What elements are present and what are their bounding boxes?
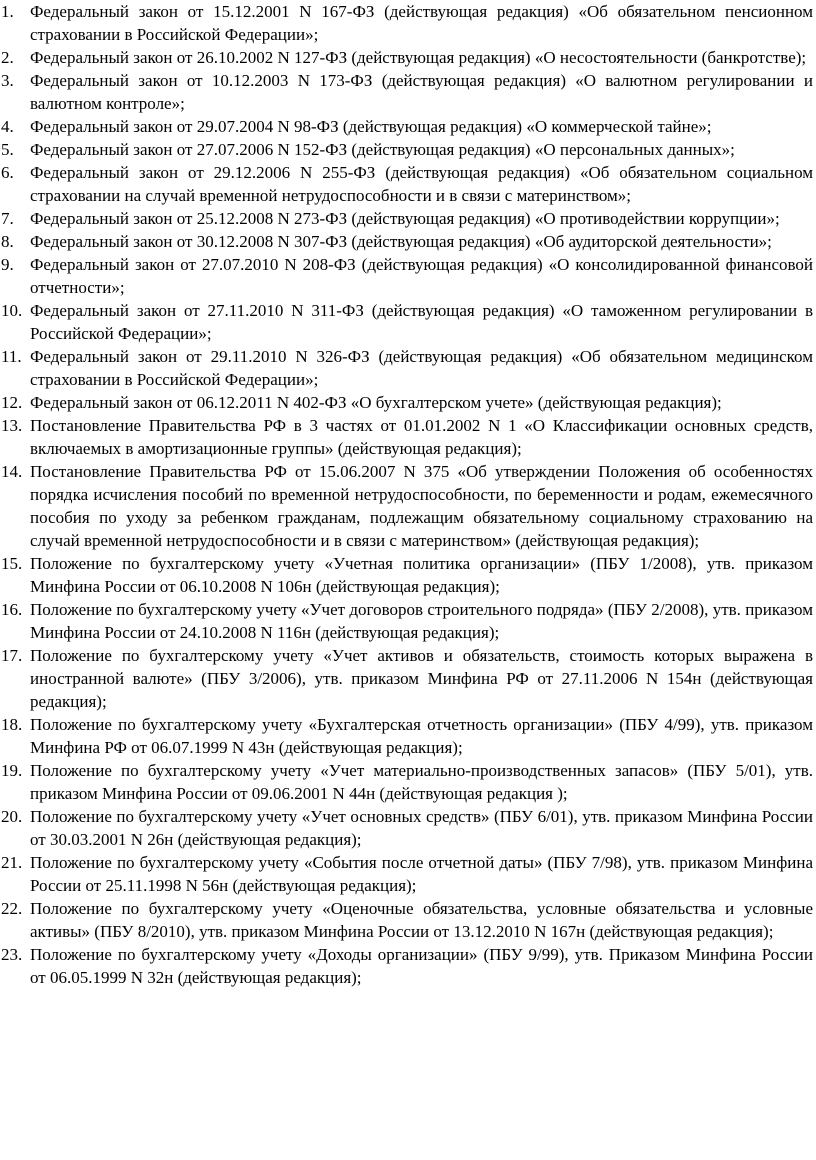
- list-item: [0, 851, 816, 897]
- list-item-text: Положение по бухгалтерскому учету «События после отчетной даты» (ПБУ 7/98), утв. приказом Минфина России от 25.11.1998 N 56н (действующая редакция);: [30, 853, 813, 895]
- list-item-text: Федеральный закон от 27.11.2010 N 311-ФЗ (действующая редакция) «О таможенном регулировании в Российской Федерации»;: [30, 301, 813, 343]
- list-item-number: 11.: [1, 347, 22, 366]
- list-item-number: 15.: [1, 554, 23, 573]
- list-item: [0, 943, 816, 989]
- list-item: [0, 460, 816, 552]
- list-item: [0, 299, 816, 345]
- list-item-text: Федеральный закон от 30.12.2008 N 307-ФЗ (действующая редакция) «Об аудиторской деятельности»;: [30, 232, 772, 251]
- list-item-number: 23.: [1, 945, 23, 964]
- list-item: [0, 713, 816, 759]
- list-item-number: 22.: [1, 899, 23, 918]
- list-item-text: Положение по бухгалтерскому учету «Учет активов и обязательств, стоимость которых выражена в иностранной валюте» (ПБУ 3/2006), утв. приказом Минфина РФ от 27.11.2006 N 154н (действующая редакция);: [30, 646, 813, 711]
- list-item: [0, 46, 816, 69]
- list-item-number: 3.: [1, 71, 14, 90]
- list-item-text: Положение по бухгалтерскому учету «Бухгалтерская отчетность организации» (ПБУ 4/99), утв. приказом Минфина РФ от 06.07.1999 N 43н (действующая редакция);: [30, 715, 813, 757]
- list-item-number: 1.: [1, 2, 14, 21]
- list-item: [0, 230, 816, 253]
- list-item-number: 18.: [1, 715, 23, 734]
- list-item-text: Федеральный закон от 25.12.2008 N 273-ФЗ (действующая редакция) «О противодействии коррупции»;: [30, 209, 780, 228]
- list-item-text: Федеральный закон от 06.12.2011 N 402-ФЗ «О бухгалтерском учете» (действующая редакция);: [30, 393, 722, 412]
- list-item-number: 9.: [1, 255, 14, 274]
- list-item-text: Федеральный закон от 27.07.2010 N 208-ФЗ (действующая редакция) «О консолидированной финансовой отчетности»;: [30, 255, 813, 297]
- list-item-number: 16.: [1, 600, 23, 619]
- list-item-number: 2.: [1, 48, 14, 67]
- list-item-number: 7.: [1, 209, 14, 228]
- list-item-number: 12.: [1, 393, 23, 412]
- list-item-text: Федеральный закон от 15.12.2001 N 167-ФЗ (действующая редакция) «Об обязательном пенсионном страховании в Российской Федерации»;: [30, 2, 813, 44]
- list-item-text: Положение по бухгалтерскому учету «Доходы организации» (ПБУ 9/99), утв. Приказом Минфина России от 06.05.1999 N 32н (действующая редакция);: [30, 945, 813, 987]
- list-item-number: 17.: [1, 646, 23, 665]
- list-item-number: 8.: [1, 232, 14, 251]
- list-item-number: 20.: [1, 807, 23, 826]
- list-item-text: Постановление Правительства РФ от 15.06.2007 N 375 «Об утверждении Положения об особенностях порядка исчисления пособий по временной нетрудоспособности, по беременности и родам, ежемесячного пособия по уходу за ребенком гражданам, подлежащим обязательному социальному страхованию на случай временной нетрудоспособности и в связи с материнством» (действующая редакция);: [30, 462, 813, 550]
- list-item: [0, 253, 816, 299]
- list-item: [0, 598, 816, 644]
- list-item: [0, 115, 816, 138]
- list-item: [0, 414, 816, 460]
- list-item-text: Постановление Правительства РФ в 3 частях от 01.01.2002 N 1 «О Классификации основных средств, включаемых в амортизационные группы» (действующая редакция);: [30, 416, 813, 458]
- list-item-text: Положение по бухгалтерскому учету «Учет основных средств» (ПБУ 6/01), утв. приказом Минфина России от 30.03.2001 N 26н (действующая редакция);: [30, 807, 813, 849]
- list-item-text: Федеральный закон от 29.11.2010 N 326-ФЗ (действующая редакция) «Об обязательном медицинском страховании в Российской Федерации»;: [30, 347, 813, 389]
- list-item-text: Федеральный закон от 29.12.2006 N 255-ФЗ (действующая редакция) «Об обязательном социальном страховании на случай временной нетрудоспособности и в связи с материнством»;: [30, 163, 813, 205]
- list-item: [0, 0, 816, 46]
- list-item: [0, 759, 816, 805]
- list-item-text: Федеральный закон от 27.07.2006 N 152-ФЗ (действующая редакция) «О персональных данных»;: [30, 140, 735, 159]
- list-item: [0, 805, 816, 851]
- list-item-number: 14.: [1, 462, 23, 481]
- list-item-number: 21.: [1, 853, 23, 872]
- list-item-text: Положение по бухгалтерскому учету «Учет материально-производственных запасов» (ПБУ 5/01), утв. приказом Минфина России от 09.06.2001 N 44н (действующая редакция );: [30, 761, 813, 803]
- list-item-number: 4.: [1, 117, 14, 136]
- list-item-text: Положение по бухгалтерскому учету «Оценочные обязательства, условные обязательства и условные активы» (ПБУ 8/2010), утв. приказом Минфина России от 13.12.2010 N 167н (действующая редакция);: [30, 899, 813, 941]
- list-item: [0, 552, 816, 598]
- list-item: [0, 644, 816, 713]
- list-item: [0, 138, 816, 161]
- list-item-text: Федеральный закон от 10.12.2003 N 173-ФЗ (действующая редакция) «О валютном регулировании и валютном контроле»;: [30, 71, 813, 113]
- list-item: [0, 391, 816, 414]
- list-item: [0, 161, 816, 207]
- list-item: [0, 69, 816, 115]
- list-item: [0, 345, 816, 391]
- list-item-number: 6.: [1, 163, 14, 182]
- list-item-text: Положение по бухгалтерскому учету «Учет договоров строительного подряда» (ПБУ 2/2008), утв. приказом Минфина России от 24.10.2008 N 116н (действующая редакция);: [30, 600, 813, 642]
- list-item-number: 10.: [1, 301, 23, 320]
- list-item-text: Федеральный закон от 29.07.2004 N 98-ФЗ (действующая редакция) «О коммерческой тайне»;: [30, 117, 712, 136]
- list-item-number: 13.: [1, 416, 23, 435]
- list-item-text: Федеральный закон от 26.10.2002 N 127-ФЗ (действующая редакция) «О несостоятельности (банкротстве);: [30, 48, 807, 67]
- list-item-number: 19.: [1, 761, 23, 780]
- list-item: [0, 897, 816, 943]
- list-item-text: Положение по бухгалтерскому учету «Учетная политика организации» (ПБУ 1/2008), утв. приказом Минфина России от 06.10.2008 N 106н (действующая редакция);: [30, 554, 813, 596]
- list-item-number: 5.: [1, 140, 14, 159]
- list-item: [0, 207, 816, 230]
